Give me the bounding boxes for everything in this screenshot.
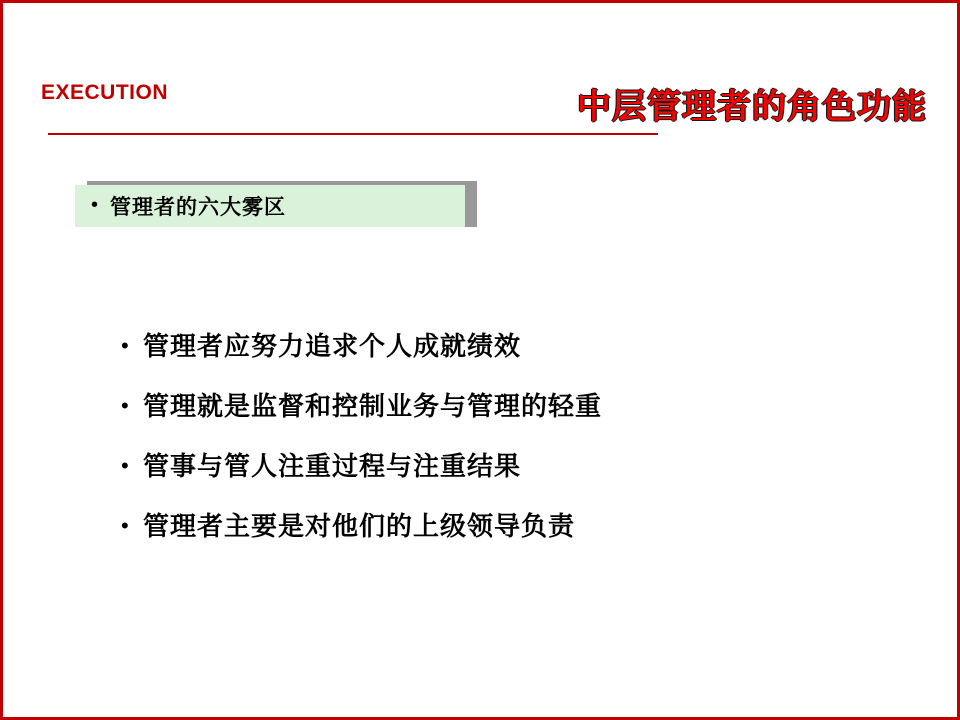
subtitle-banner bbox=[75, 175, 477, 227]
bullet-list bbox=[121, 329, 901, 569]
page-title: 中层管理者的角色功能 bbox=[577, 88, 927, 126]
subtitle-label: 管理者的六大雾区 bbox=[110, 196, 287, 219]
list-item bbox=[121, 329, 901, 363]
bullet-dot-icon: • bbox=[121, 393, 129, 418]
list-item-label: 管理者应努力追求个人成就绩效 bbox=[143, 331, 522, 361]
subtitle-banner-box bbox=[75, 185, 465, 227]
list-item bbox=[121, 509, 901, 543]
slide-eyebrow-label: EXECUTION bbox=[41, 81, 169, 104]
bullet-dot-icon: • bbox=[121, 333, 129, 358]
list-item-label: 管事与管人注重过程与注重结果 bbox=[143, 451, 522, 481]
bullet-dot-icon: • bbox=[121, 453, 129, 478]
bullet-dot-icon: • bbox=[121, 513, 129, 538]
list-item-label: 管理者主要是对他们的上级领导负责 bbox=[143, 511, 576, 541]
list-item bbox=[121, 389, 901, 423]
header-divider bbox=[48, 133, 658, 135]
list-item bbox=[121, 449, 901, 483]
bullet-dot-icon: • bbox=[91, 193, 99, 216]
list-item-label: 管理就是监督和控制业务与管理的轻重 bbox=[143, 391, 603, 421]
